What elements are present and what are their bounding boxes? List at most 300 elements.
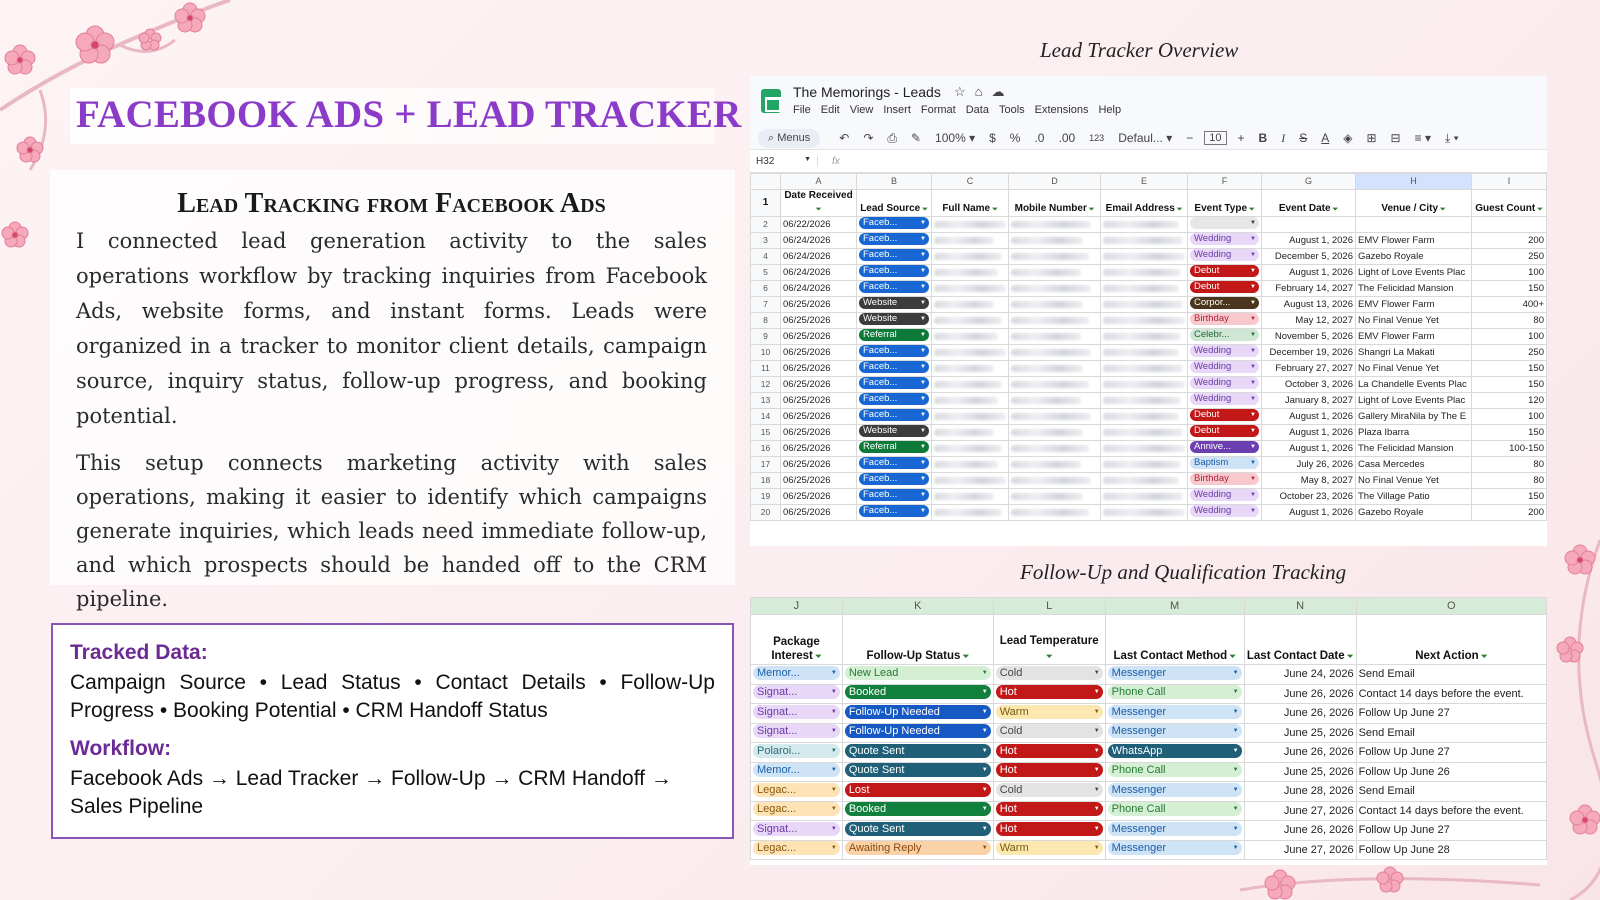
event-type-chip[interactable]: Birthday ▼ — [1190, 313, 1259, 325]
venue-cell[interactable] — [1356, 424, 1472, 440]
venue-cell[interactable] — [1356, 376, 1472, 392]
mobile-number-cell[interactable] — [1009, 328, 1101, 344]
mobile-number-cell[interactable] — [1009, 296, 1101, 312]
redo-icon[interactable]: ↷ — [863, 131, 874, 145]
guest-count-cell[interactable] — [1472, 392, 1547, 408]
full-name-cell[interactable] — [932, 408, 1009, 424]
lead-source-cell[interactable] — [857, 360, 932, 376]
event-type-chip[interactable]: Debut ▼ — [1190, 281, 1259, 293]
event-type-chip[interactable]: Debut ▼ — [1190, 409, 1259, 421]
lead-source-chip[interactable]: Faceb... ▼ — [859, 249, 929, 261]
event-date-cell[interactable] — [1262, 360, 1356, 376]
venue-cell[interactable] — [1356, 264, 1472, 280]
lead-source-chip[interactable]: Website ▼ — [859, 425, 929, 437]
next-action-cell[interactable] — [1356, 665, 1546, 685]
lead-source-chip[interactable]: Website ▼ — [859, 313, 929, 325]
full-name-cell[interactable] — [932, 344, 1009, 360]
lead-source-cell[interactable] — [857, 504, 932, 520]
mobile-number-cell[interactable] — [1009, 424, 1101, 440]
column-header-c[interactable]: C — [932, 174, 1009, 190]
column-header-i[interactable]: I — [1472, 174, 1547, 190]
followup-status-chip[interactable]: Quote Sent ▼ — [845, 763, 991, 777]
lead-source-cell[interactable] — [857, 232, 932, 248]
date-received-cell[interactable] — [781, 216, 857, 232]
followup-status-cell[interactable] — [842, 723, 993, 743]
percent-format-button[interactable]: % — [1009, 131, 1021, 145]
next-action-cell[interactable] — [1356, 840, 1546, 860]
lead-temperature-cell[interactable] — [993, 821, 1105, 841]
table-row[interactable] — [751, 232, 1547, 248]
lead-temperature-cell[interactable] — [993, 782, 1105, 802]
followup-status-chip[interactable]: Quote Sent ▼ — [845, 744, 991, 758]
table-row[interactable] — [751, 376, 1547, 392]
lead-source-chip[interactable]: Faceb... ▼ — [859, 377, 929, 389]
followup-status-chip[interactable]: Follow-Up Needed ▼ — [845, 705, 991, 719]
table-row[interactable] — [751, 684, 1547, 704]
event-type-chip[interactable]: Annive... ▼ — [1190, 441, 1259, 453]
lead-source-cell[interactable] — [857, 392, 932, 408]
mobile-number-cell[interactable] — [1009, 488, 1101, 504]
strikethrough-icon[interactable]: S — [1299, 131, 1308, 145]
full-name-cell[interactable] — [932, 424, 1009, 440]
email-address-cell[interactable] — [1101, 344, 1188, 360]
venue-cell[interactable] — [1356, 440, 1472, 456]
package-interest-cell[interactable] — [751, 723, 843, 743]
email-address-cell[interactable] — [1101, 360, 1188, 376]
venue-cell[interactable] — [1356, 280, 1472, 296]
column-header-n[interactable]: N — [1244, 598, 1356, 615]
lead-source-chip[interactable]: Referral ▼ — [859, 329, 929, 341]
followup-status-chip[interactable]: Follow-Up Needed ▼ — [845, 724, 991, 738]
row-number[interactable]: 1 — [751, 189, 781, 216]
filter-icon[interactable]: ⏷ — [812, 652, 822, 661]
mobile-number-cell[interactable] — [1009, 232, 1101, 248]
package-interest-cell[interactable] — [751, 840, 843, 860]
guest-count-cell[interactable] — [1472, 216, 1547, 232]
contact-method-cell[interactable] — [1105, 665, 1244, 685]
email-address-cell[interactable] — [1101, 392, 1188, 408]
event-date-cell[interactable] — [1262, 488, 1356, 504]
event-type-chip[interactable]: Baptism ▼ — [1190, 457, 1259, 469]
package-chip[interactable]: Signat... ▼ — [753, 822, 840, 836]
lead-source-chip[interactable]: Faceb... ▼ — [859, 265, 929, 277]
package-chip[interactable]: Legac... ▼ — [753, 802, 840, 816]
date-received-cell[interactable] — [781, 504, 857, 520]
event-type-cell[interactable] — [1188, 280, 1262, 296]
followup-status-chip[interactable]: Booked ▼ — [845, 685, 991, 699]
lead-temperature-chip[interactable]: Warm ▼ — [996, 841, 1103, 855]
full-name-cell[interactable] — [932, 472, 1009, 488]
menu-data[interactable]: Data — [965, 104, 989, 116]
event-type-cell[interactable] — [1188, 360, 1262, 376]
package-interest-cell[interactable] — [751, 782, 843, 802]
mobile-number-cell[interactable] — [1009, 344, 1101, 360]
column-header-k[interactable]: K — [842, 598, 993, 615]
contact-method-chip[interactable]: Phone Call ▼ — [1108, 763, 1242, 777]
guest-count-cell[interactable] — [1472, 488, 1547, 504]
lead-temperature-cell[interactable] — [993, 743, 1105, 763]
date-received-cell[interactable] — [781, 232, 857, 248]
contact-method-cell[interactable] — [1105, 684, 1244, 704]
table-row[interactable] — [751, 782, 1547, 802]
contact-method-cell[interactable] — [1105, 704, 1244, 724]
event-date-cell[interactable] — [1262, 504, 1356, 520]
table-row[interactable] — [751, 723, 1547, 743]
font-size-increase-icon[interactable]: + — [1237, 131, 1245, 145]
menu-edit[interactable]: Edit — [820, 104, 840, 116]
venue-cell[interactable] — [1356, 456, 1472, 472]
email-address-cell[interactable] — [1101, 216, 1188, 232]
row-number[interactable]: 12 — [751, 376, 781, 392]
contact-method-cell[interactable] — [1105, 801, 1244, 821]
event-date-cell[interactable] — [1262, 344, 1356, 360]
table-row[interactable] — [751, 440, 1547, 456]
zoom-select[interactable]: 100% ▾ — [935, 131, 976, 145]
package-interest-cell[interactable] — [751, 821, 843, 841]
email-address-cell[interactable] — [1101, 264, 1188, 280]
email-address-cell[interactable] — [1101, 440, 1188, 456]
row-number[interactable]: 9 — [751, 328, 781, 344]
full-name-cell[interactable] — [932, 456, 1009, 472]
next-action-cell[interactable] — [1356, 684, 1546, 704]
last-contact-date-cell[interactable] — [1244, 782, 1356, 802]
event-type-cell[interactable] — [1188, 424, 1262, 440]
row-number[interactable]: 16 — [751, 440, 781, 456]
event-type-cell[interactable] — [1188, 312, 1262, 328]
followup-status-cell[interactable] — [842, 704, 993, 724]
contact-method-cell[interactable] — [1105, 762, 1244, 782]
last-contact-date-cell[interactable] — [1244, 762, 1356, 782]
full-name-cell[interactable] — [932, 232, 1009, 248]
package-chip[interactable]: Legac... ▼ — [753, 841, 840, 855]
event-type-chip[interactable]: Wedding ▼ — [1190, 345, 1259, 357]
lead-temperature-cell[interactable] — [993, 801, 1105, 821]
followup-status-chip[interactable]: Booked ▼ — [845, 802, 991, 816]
email-address-cell[interactable] — [1101, 504, 1188, 520]
menu-tools[interactable]: Tools — [998, 104, 1025, 116]
event-type-cell[interactable] — [1188, 344, 1262, 360]
full-name-cell[interactable] — [932, 248, 1009, 264]
event-date-cell[interactable] — [1262, 232, 1356, 248]
event-date-cell[interactable] — [1262, 216, 1356, 232]
event-type-chip[interactable]: Wedding ▼ — [1190, 489, 1259, 501]
mobile-number-cell[interactable] — [1009, 376, 1101, 392]
full-name-cell[interactable] — [932, 264, 1009, 280]
borders-icon[interactable]: ⊞ — [1366, 131, 1377, 145]
venue-cell[interactable] — [1356, 296, 1472, 312]
row-number[interactable]: 8 — [751, 312, 781, 328]
lead-temperature-chip[interactable]: Warm ▼ — [996, 705, 1103, 719]
row-number[interactable]: 20 — [751, 504, 781, 520]
event-type-chip[interactable] — [1190, 217, 1259, 229]
table-row[interactable] — [751, 821, 1547, 841]
date-received-cell[interactable] — [781, 264, 857, 280]
filter-icon[interactable]: ⏷ — [1227, 652, 1236, 661]
lead-temperature-chip[interactable]: Cold ▼ — [996, 666, 1103, 680]
row-number[interactable]: 2 — [751, 216, 781, 232]
event-date-cell[interactable] — [1262, 440, 1356, 456]
italic-icon[interactable]: I — [1281, 130, 1286, 145]
guest-count-cell[interactable] — [1472, 296, 1547, 312]
date-received-cell[interactable] — [781, 312, 857, 328]
lead-source-chip[interactable]: Faceb... ▼ — [859, 457, 929, 469]
table-row[interactable] — [751, 762, 1547, 782]
guest-count-cell[interactable] — [1472, 504, 1547, 520]
fill-color-icon[interactable]: ◈ — [1343, 131, 1353, 145]
mobile-number-cell[interactable] — [1009, 408, 1101, 424]
column-header-o[interactable]: O — [1356, 598, 1546, 615]
event-date-cell[interactable] — [1262, 424, 1356, 440]
contact-method-chip[interactable]: Phone Call ▼ — [1108, 685, 1242, 699]
date-received-cell[interactable] — [781, 376, 857, 392]
package-chip[interactable]: Signat... ▼ — [753, 724, 840, 738]
lead-source-chip[interactable]: Faceb... ▼ — [859, 345, 929, 357]
table-row[interactable] — [751, 408, 1547, 424]
table-row[interactable] — [751, 504, 1547, 520]
undo-icon[interactable]: ↶ — [839, 131, 850, 145]
lead-source-cell[interactable] — [857, 472, 932, 488]
table-row[interactable] — [751, 216, 1547, 232]
lead-source-cell[interactable] — [857, 376, 932, 392]
lead-source-cell[interactable] — [857, 408, 932, 424]
contact-method-cell[interactable] — [1105, 840, 1244, 860]
date-received-cell[interactable] — [781, 248, 857, 264]
package-interest-cell[interactable] — [751, 704, 843, 724]
event-type-chip[interactable]: Birthday ▼ — [1190, 473, 1259, 485]
event-type-chip[interactable]: Wedding ▼ — [1190, 249, 1259, 261]
package-chip[interactable]: Legac... ▼ — [753, 783, 840, 797]
full-name-cell[interactable] — [932, 392, 1009, 408]
event-type-cell[interactable] — [1188, 392, 1262, 408]
event-type-cell[interactable] — [1188, 440, 1262, 456]
document-title[interactable]: The Memorings - Leads — [793, 84, 941, 100]
package-interest-cell[interactable] — [751, 801, 843, 821]
date-received-cell[interactable] — [781, 456, 857, 472]
event-date-cell[interactable] — [1262, 280, 1356, 296]
table-row[interactable] — [751, 801, 1547, 821]
mobile-number-cell[interactable] — [1009, 472, 1101, 488]
contact-method-chip[interactable]: Messenger ▼ — [1108, 822, 1242, 836]
next-action-cell[interactable] — [1356, 782, 1546, 802]
guest-count-cell[interactable] — [1472, 456, 1547, 472]
table-row[interactable] — [751, 488, 1547, 504]
cloud-status-icon[interactable]: ☁ — [991, 84, 1014, 99]
lead-source-chip[interactable]: Faceb... ▼ — [859, 393, 929, 405]
lead-source-chip[interactable]: Website ▼ — [859, 297, 929, 309]
event-type-cell[interactable] — [1188, 456, 1262, 472]
lead-temperature-cell[interactable] — [993, 684, 1105, 704]
guest-count-cell[interactable] — [1472, 424, 1547, 440]
venue-cell[interactable] — [1356, 312, 1472, 328]
contact-method-chip[interactable]: Phone Call ▼ — [1108, 802, 1242, 816]
filter-icon[interactable]: ⏷ — [1247, 205, 1255, 213]
table-row[interactable] — [751, 312, 1547, 328]
last-contact-date-cell[interactable] — [1244, 704, 1356, 724]
next-action-cell[interactable] — [1356, 801, 1546, 821]
lead-temperature-chip[interactable]: Hot ▼ — [996, 744, 1103, 758]
column-header-j[interactable]: J — [751, 598, 843, 615]
column-header-b[interactable]: B — [857, 174, 932, 190]
column-header-g[interactable]: G — [1262, 174, 1356, 190]
mobile-number-cell[interactable] — [1009, 504, 1101, 520]
package-chip[interactable]: Signat... ▼ — [753, 685, 840, 699]
row-number[interactable]: 10 — [751, 344, 781, 360]
lead-source-chip[interactable]: Faceb... ▼ — [859, 361, 929, 373]
row-number[interactable]: 18 — [751, 472, 781, 488]
lead-source-chip[interactable]: Faceb... ▼ — [859, 281, 929, 293]
event-date-cell[interactable] — [1262, 264, 1356, 280]
menu-extensions[interactable]: Extensions — [1034, 104, 1089, 116]
row-number[interactable]: 13 — [751, 392, 781, 408]
followup-status-chip[interactable]: Awaiting Reply ▼ — [845, 841, 991, 855]
align-icon[interactable]: ≡ ▾ — [1414, 131, 1431, 145]
lead-temperature-chip[interactable]: Hot ▼ — [996, 763, 1103, 777]
table-row[interactable] — [751, 704, 1547, 724]
event-type-cell[interactable] — [1188, 472, 1262, 488]
full-name-cell[interactable] — [932, 216, 1009, 232]
currency-format-button[interactable]: $ — [989, 131, 996, 145]
row-number[interactable]: 5 — [751, 264, 781, 280]
menu-file[interactable]: File — [793, 104, 811, 116]
event-date-cell[interactable] — [1262, 408, 1356, 424]
event-date-cell[interactable] — [1262, 472, 1356, 488]
lead-source-cell[interactable] — [857, 216, 932, 232]
package-chip[interactable]: Memor... ▼ — [753, 666, 840, 680]
table-row[interactable] — [751, 296, 1547, 312]
mobile-number-cell[interactable] — [1009, 360, 1101, 376]
event-type-chip[interactable]: Wedding ▼ — [1190, 393, 1259, 405]
package-chip[interactable]: Polaroi... ▼ — [753, 744, 840, 758]
column-header-h[interactable]: H — [1356, 174, 1472, 190]
column-header-f[interactable]: F — [1188, 174, 1262, 190]
date-received-cell[interactable] — [781, 280, 857, 296]
email-address-cell[interactable] — [1101, 312, 1188, 328]
lead-temperature-chip[interactable]: Hot ▼ — [996, 822, 1103, 836]
guest-count-cell[interactable] — [1472, 280, 1547, 296]
last-contact-date-cell[interactable] — [1244, 665, 1356, 685]
venue-cell[interactable] — [1356, 488, 1472, 504]
menu-help[interactable]: Help — [1098, 104, 1122, 116]
event-type-cell[interactable] — [1188, 264, 1262, 280]
lead-temperature-chip[interactable]: Hot ▼ — [996, 802, 1103, 816]
lead-source-cell[interactable] — [857, 440, 932, 456]
full-name-cell[interactable] — [932, 328, 1009, 344]
lead-temperature-cell[interactable] — [993, 762, 1105, 782]
row-number[interactable]: 3 — [751, 232, 781, 248]
row-number[interactable]: 17 — [751, 456, 781, 472]
mobile-number-cell[interactable] — [1009, 456, 1101, 472]
column-header-m[interactable]: M — [1105, 598, 1244, 615]
lead-temperature-chip[interactable]: Cold ▼ — [996, 724, 1103, 738]
menu-search-input[interactable]: ⌕ Menus — [758, 129, 820, 148]
column-header-d[interactable]: D — [1009, 174, 1101, 190]
vertical-align-icon[interactable]: ⤓ ▾ — [1444, 130, 1459, 145]
venue-cell[interactable] — [1356, 392, 1472, 408]
table-row[interactable] — [751, 344, 1547, 360]
event-type-chip[interactable]: Wedding ▼ — [1190, 233, 1259, 245]
filter-icon[interactable]: ⏷ — [920, 205, 928, 213]
event-date-cell[interactable] — [1262, 392, 1356, 408]
event-date-cell[interactable] — [1262, 312, 1356, 328]
event-type-cell[interactable] — [1188, 488, 1262, 504]
event-date-cell[interactable] — [1262, 248, 1356, 264]
followup-status-cell[interactable] — [842, 821, 993, 841]
table-row[interactable] — [751, 424, 1547, 440]
contact-method-cell[interactable] — [1105, 782, 1244, 802]
star-icon[interactable]: ☆ — [954, 84, 975, 99]
guest-count-cell[interactable] — [1472, 312, 1547, 328]
lead-source-chip[interactable]: Faceb... ▼ — [859, 409, 929, 421]
lead-source-chip[interactable]: Faceb... ▼ — [859, 505, 929, 517]
paint-format-icon[interactable]: ✎ — [910, 131, 922, 145]
table-row[interactable] — [751, 392, 1547, 408]
table-row[interactable] — [751, 743, 1547, 763]
contact-method-chip[interactable]: Messenger ▼ — [1108, 841, 1242, 855]
table-row[interactable] — [751, 248, 1547, 264]
row-number[interactable]: 4 — [751, 248, 781, 264]
guest-count-cell[interactable] — [1472, 408, 1547, 424]
email-address-cell[interactable] — [1101, 296, 1188, 312]
row-number[interactable]: 14 — [751, 408, 781, 424]
bold-icon[interactable]: B — [1258, 131, 1268, 145]
contact-method-cell[interactable] — [1105, 821, 1244, 841]
followup-status-cell[interactable] — [842, 762, 993, 782]
contact-method-cell[interactable] — [1105, 743, 1244, 763]
table-row[interactable] — [751, 665, 1547, 685]
lead-source-cell[interactable] — [857, 344, 932, 360]
lead-source-cell[interactable] — [857, 248, 932, 264]
filter-icon[interactable]: ⏷ — [1045, 652, 1053, 661]
event-type-cell[interactable] — [1188, 232, 1262, 248]
guest-count-cell[interactable] — [1472, 376, 1547, 392]
email-address-cell[interactable] — [1101, 488, 1188, 504]
row-number[interactable]: 6 — [751, 280, 781, 296]
package-interest-cell[interactable] — [751, 743, 843, 763]
lead-temperature-cell[interactable] — [993, 665, 1105, 685]
followup-status-cell[interactable] — [842, 743, 993, 763]
event-type-chip[interactable]: Celebr... ▼ — [1190, 329, 1259, 341]
date-received-cell[interactable] — [781, 360, 857, 376]
merge-cells-icon[interactable]: ⊟ — [1390, 131, 1401, 145]
contact-method-chip[interactable]: Messenger ▼ — [1108, 783, 1242, 797]
menu-view[interactable]: View — [849, 104, 874, 116]
filter-icon[interactable]: ⏷ — [1344, 652, 1354, 661]
date-received-cell[interactable] — [781, 296, 857, 312]
last-contact-date-cell[interactable] — [1244, 821, 1356, 841]
package-interest-cell[interactable] — [751, 762, 843, 782]
date-received-cell[interactable] — [781, 328, 857, 344]
column-header-e[interactable]: E — [1101, 174, 1188, 190]
row-number[interactable]: 15 — [751, 424, 781, 440]
date-received-cell[interactable] — [781, 488, 857, 504]
event-type-cell[interactable] — [1188, 296, 1262, 312]
table-row[interactable] — [751, 328, 1547, 344]
followup-status-cell[interactable] — [842, 684, 993, 704]
event-type-chip[interactable]: Wedding ▼ — [1190, 505, 1259, 517]
full-name-cell[interactable] — [932, 504, 1009, 520]
filter-icon[interactable]: ⏷ — [1478, 652, 1488, 661]
email-address-cell[interactable] — [1101, 280, 1188, 296]
package-interest-cell[interactable] — [751, 684, 843, 704]
font-size-decrease-icon[interactable]: − — [1186, 131, 1194, 145]
filter-icon[interactable]: ⏷ — [1535, 205, 1543, 213]
table-row[interactable] — [751, 360, 1547, 376]
guest-count-cell[interactable] — [1472, 264, 1547, 280]
print-icon[interactable]: ⎙ — [887, 130, 897, 145]
followup-status-cell[interactable] — [842, 801, 993, 821]
next-action-cell[interactable] — [1356, 821, 1546, 841]
event-type-chip[interactable]: Wedding ▼ — [1190, 377, 1259, 389]
